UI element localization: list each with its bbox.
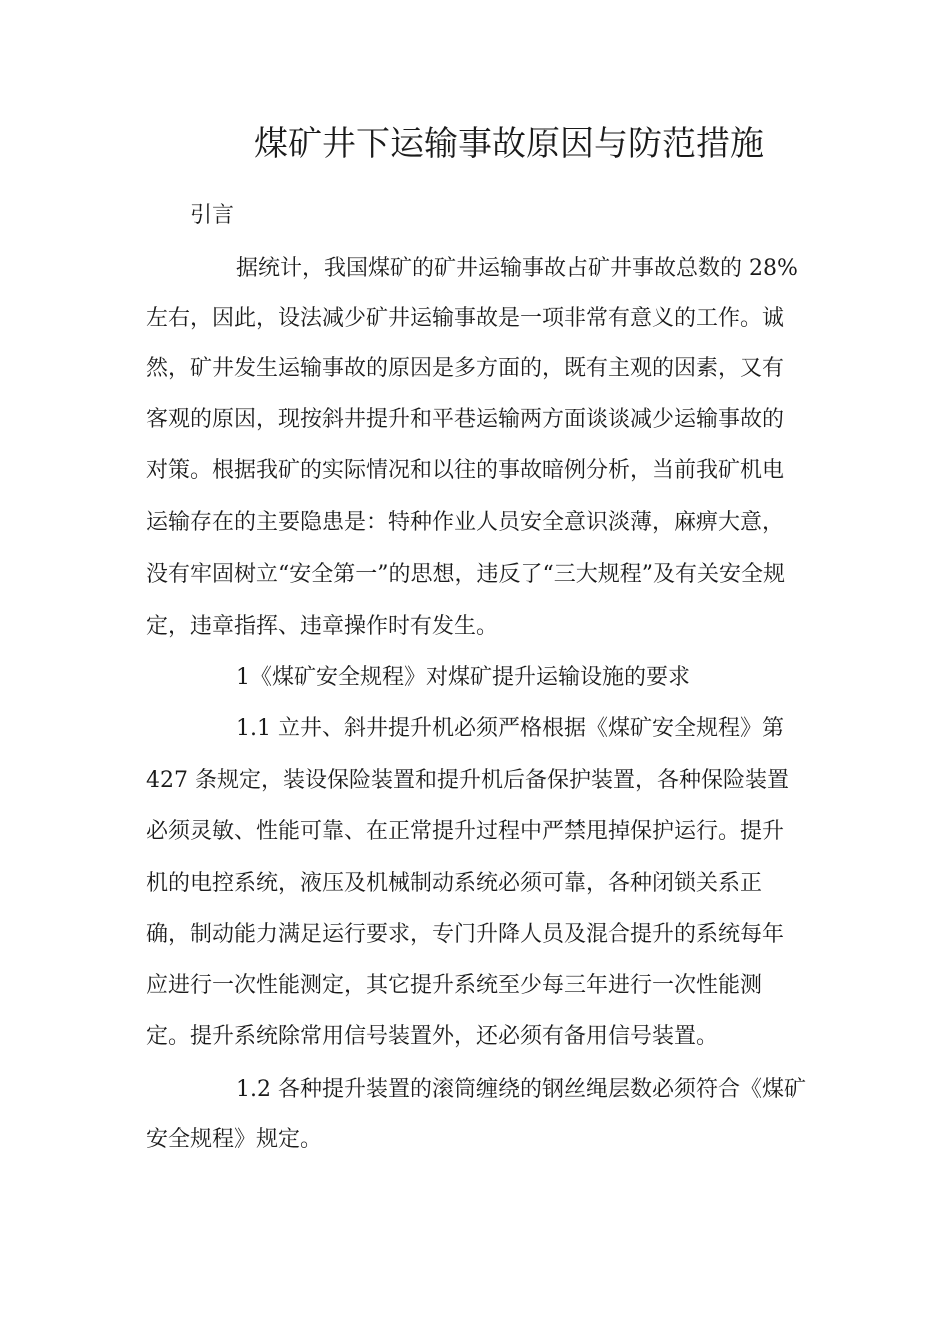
paragraph-line: 左右，因此，设法减少矿井运输事故是一项非常有意义的工作。诚 [146,306,785,331]
paragraph-line: 定。提升系统除常用信号装置外，还必须有备用信号装置。 [146,1024,719,1049]
document-title: 煤矿井下运输事故原因与防范措施 [254,124,764,164]
paragraph-line: 1.1 立井、斜井提升机必须严格根据《煤矿安全规程》第 [236,716,784,741]
paragraph-line: 必须灵敏、性能可靠、在正常提升过程中严禁甩掉保护运行。提升 [146,819,785,844]
paragraph-line: 运输存在的主要隐患是：特种作业人员安全意识淡薄，麻痹大意， [146,510,785,535]
paragraph-line: 据统计，我国煤矿的矿井运输事故占矿井事故总数的 28% [236,256,798,281]
paragraph-line: 安全规程》规定。 [146,1127,323,1152]
paragraph-line: 机的电控系统，液压及机械制动系统必须可靠，各种闭锁关系正 [146,871,763,896]
section-1-heading: 1《煤矿安全规程》对煤矿提升运输设施的要求 [236,665,690,690]
paragraph-line: 定，违章指挥、违章操作时有发生。 [146,614,499,639]
paragraph-line: 427 条规定，装设保险装置和提升机后备保护装置，各种保险装置 [146,768,789,793]
paragraph-line: 客观的原因，现按斜井提升和平巷运输两方面谈谈减少运输事故的 [146,407,785,432]
paragraph-line: 然，矿井发生运输事故的原因是多方面的，既有主观的因素，又有 [146,356,785,381]
paragraph-line: 没有牢固树立“安全第一”的思想，违反了“三大规程”及有关安全规 [146,562,785,587]
intro-heading: 引言 [190,203,235,228]
paragraph-line: 对策。根据我矿的实际情况和以往的事故暗例分析，当前我矿机电 [146,458,785,483]
paragraph-line: 确，制动能力满足运行要求，专门升降人员及混合提升的系统每年 [146,922,785,947]
paragraph-line: 1.2 各种提升装置的滚筒缠绕的钢丝绳层数必须符合《煤矿 [236,1077,806,1102]
paragraph-line: 应进行一次性能测定，其它提升系统至少每三年进行一次性能测 [146,973,763,998]
